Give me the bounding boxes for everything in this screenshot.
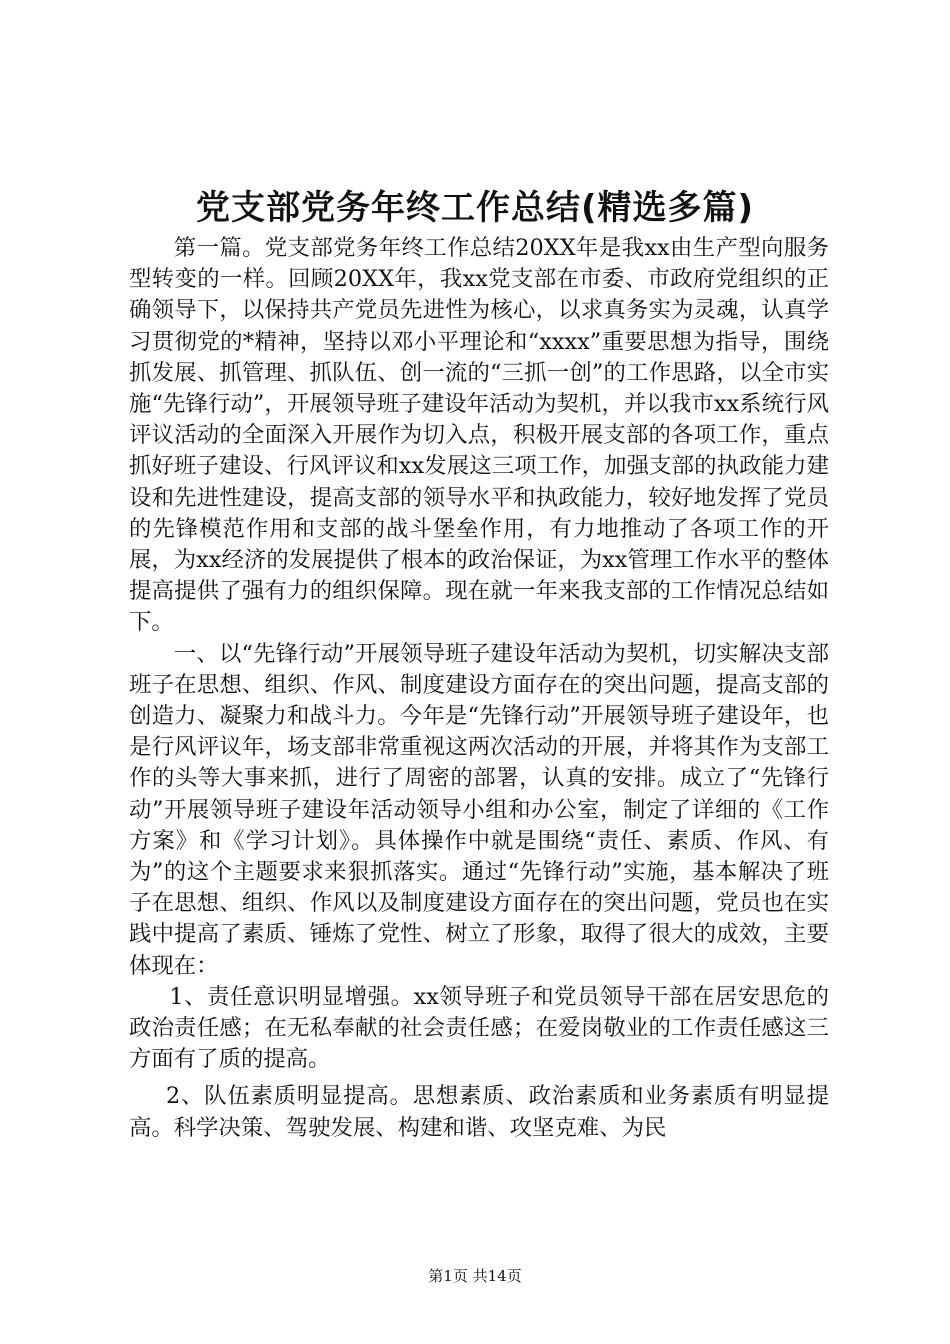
document-title: 党支部党务年终工作总结(精选多篇) <box>195 188 755 228</box>
paragraph-item-1: 1、责任意识明显增强。xx领导班子和党员领导干部在居安思危的政治责任感；在无私奉献的社会责任感；在爱岗敬业的工作责任感这三方面有了质的提高。 <box>129 983 829 1073</box>
paragraph-item-2: 2、队伍素质明显提高。思想素质、政治素质和业务素质有明显提高。科学决策、驾驶发展、构建和谐、攻坚克难、为民 <box>129 1083 829 1141</box>
paragraph-section-one: 一、以“先锋行动”开展领导班子建设年活动为契机，切实解决支部班子在思想、组织、作风、制度建设方面存在的突出问题，提高支部的创造力、凝聚力和战斗力。今年是“先锋行动”开展领导班子建设年，也是行风评议年，场支部非常重视这两次活动的开展，并将其作为支部工作的头等大事来抓，进行了周密的部署，认真的安排。成立了“先锋行动”开展领导班子建设年活动领导小组和办公室，制定了详细的《工作方案》和《学习计划》。具体操作中就是围绕“责任、素质、作风、有为”的这个主题要求来狠抓落实。通过“先锋行动”实施，基本解决了班子在思想、组织、作风以及制度建设方面存在的突出问题，党员也在实践中提高了素质、锤炼了党性、树立了形象，取得了很大的成效，主要体现在： <box>129 640 829 979</box>
document-body <box>129 233 829 1144</box>
paragraph-intro: 第一篇。党支部党务年终工作总结20XX年是我xx由生产型向服务型转变的一样。回顾20XX年，我xx党支部在市委、市政府党组织的正确领导下，以保持共产党员先进性为核心，以求真务实为灵魂，认真学习贯彻党的*精神，坚持以邓小平理论和“xxxx”重要思想为指导，围绕抓发展、抓管理、抓队伍、创一流的“三抓一创”的工作思路，以全市实施“先锋行动”，开展领导班子建设年活动为契机，并以我市xx系统行风评议活动的全面深入开展作为切入点，积极开展支部的各项工作，重点抓好班子建设、行风评议和xx发展这三项工作，加强支部的执政能力建设和先进性建设，提高支部的领导水平和执政能力，较好地发挥了党员的先锋模范作用和支部的战斗堡垒作用，有力地推动了各项工作的开展，为xx经济的发展提供了根本的政治保证，为xx管理工作水平的整体提高提供了强有力的组织保障。现在就一年来我支部的工作情况总结如下。 <box>129 235 829 636</box>
page-number-footer: 第1页 共14页 <box>428 1267 522 1285</box>
